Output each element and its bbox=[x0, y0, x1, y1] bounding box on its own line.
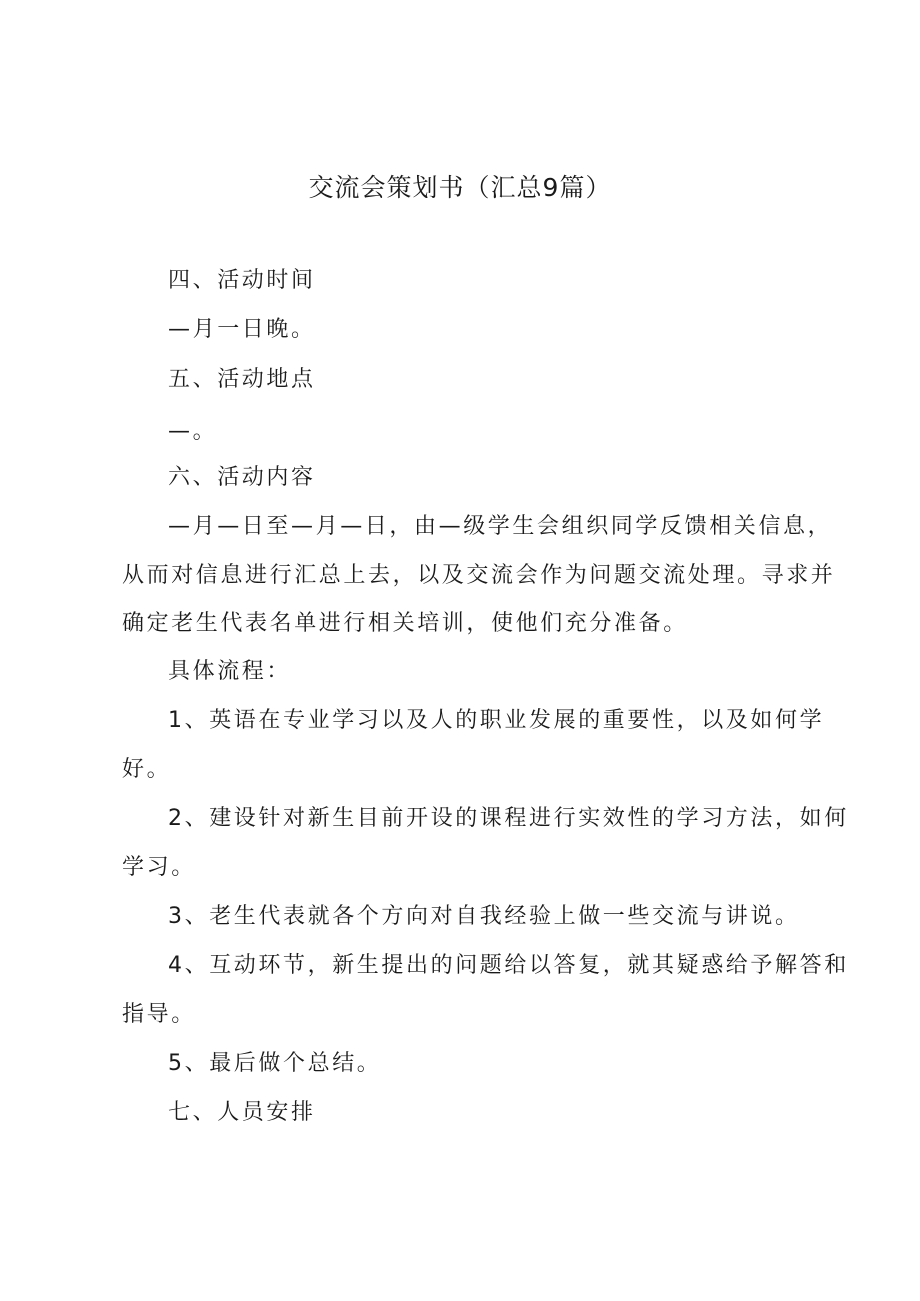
paragraph-content-line: 确定老生代表名单进行相关培训，使他们充分准备。 bbox=[122, 611, 688, 636]
paragraph-location-value: —。 bbox=[168, 419, 218, 444]
document-title: 交流会策划书（汇总9篇） bbox=[308, 173, 612, 202]
list-item-3: 3、老生代表就各个方向对自我经验上做一些交流与讲说。 bbox=[168, 904, 800, 929]
list-item-2: 2、建设针对新生目前开设的课程进行实效性的学习方法，如何 bbox=[168, 806, 849, 831]
paragraph-content-line: —月—日至—月—日，由—级学生会组织同学反馈相关信息， bbox=[168, 514, 833, 539]
heading-activity-content: 六、活动内容 bbox=[168, 465, 316, 490]
heading-activity-time: 四、活动时间 bbox=[168, 268, 316, 293]
heading-process: 具体流程： bbox=[168, 659, 292, 684]
paragraph-time-value: —月一日晚。 bbox=[168, 317, 316, 342]
heading-activity-location: 五、活动地点 bbox=[168, 367, 316, 392]
list-item-5: 5、最后做个总结。 bbox=[168, 1051, 382, 1076]
list-item-2-continued: 学习。 bbox=[122, 855, 196, 880]
list-item-1-continued: 好。 bbox=[122, 757, 172, 782]
list-item-4: 4、互动环节，新生提出的问题给以答复，就其疑惑给予解答和 bbox=[168, 953, 849, 978]
list-item-1: 1、英语在专业学习以及人的职业发展的重要性，以及如何学 bbox=[168, 708, 825, 733]
list-item-4-continued: 指导。 bbox=[122, 1002, 196, 1027]
paragraph-content-line: 从而对信息进行汇总上去，以及交流会作为问题交流处理。寻求并 bbox=[122, 563, 836, 588]
heading-staffing: 七、人员安排 bbox=[168, 1100, 316, 1125]
